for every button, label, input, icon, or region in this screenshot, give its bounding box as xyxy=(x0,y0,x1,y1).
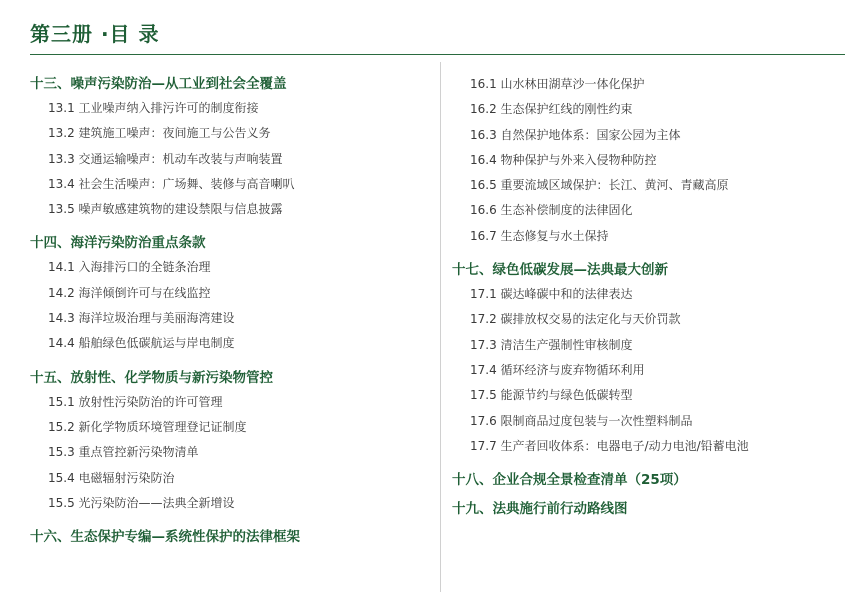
toc-item-13-2[interactable]: 13.2 建筑施工噪声：夜间施工与公告义务 xyxy=(48,126,271,141)
toc-left-column xyxy=(30,72,430,549)
toc-item-13-5[interactable]: 13.5 噪声敏感建筑物的建设禁限与信息披露 xyxy=(48,202,283,217)
toc-item-16-6[interactable]: 16.6 生态补偿制度的法律固化 xyxy=(470,203,633,218)
toc-item-17-6[interactable]: 17.6 限制商品过度包装与一次性塑料制品 xyxy=(470,413,693,428)
toc-item-17-4[interactable]: 17.4 循环经济与废弃物循环利用 xyxy=(470,362,645,377)
toc-item-17-3[interactable]: 17.3 清洁生产强制性审核制度 xyxy=(470,337,633,352)
toc-item-15-5[interactable]: 15.5 光污染防治——法典全新增设 xyxy=(48,495,235,510)
toc-item-14-1[interactable]: 14.1 入海排污口的全链条治理 xyxy=(48,260,211,275)
toc-item-14-2[interactable]: 14.2 海洋倾倒许可与在线监控 xyxy=(48,285,211,300)
section-heading-16[interactable]: 十六、生态保护专编—系统性保护的法律框架 xyxy=(30,529,300,546)
section-heading-13[interactable]: 十三、噪声污染防治—从工业到社会全覆盖 xyxy=(30,76,287,92)
toc-item-17-2[interactable]: 17.2 碳排放权交易的法定化与天价罚款 xyxy=(470,312,681,327)
toc-item-14-3[interactable]: 14.3 海洋垃圾治理与美丽海湾建设 xyxy=(48,311,235,326)
section-heading-18[interactable]: 十八、企业合规全景检查清单（25项） xyxy=(452,472,687,489)
toc-item-15-1[interactable]: 15.1 放射性污染防治的许可管理 xyxy=(48,394,223,409)
section-heading-15[interactable]: 十五、放射性、化学物质与新污染物管控 xyxy=(30,369,273,386)
column-divider xyxy=(440,62,441,592)
toc-item-15-2[interactable]: 15.2 新化学物质环境管理登记证制度 xyxy=(48,419,247,434)
toc-item-14-4[interactable]: 14.4 船舶绿色低碳航运与岸电制度 xyxy=(48,336,235,351)
title-divider xyxy=(30,54,845,55)
toc-item-16-5[interactable]: 16.5 重要流域区域保护：长江、黄河、青藏高原 xyxy=(470,178,729,193)
toc-right-column xyxy=(452,72,847,521)
toc-item-16-1[interactable]: 16.1 山水林田湖草沙一体化保护 xyxy=(470,77,645,91)
section-heading-17[interactable]: 十七、绿色低碳发展—法典最大创新 xyxy=(452,262,668,279)
page-title: 第三册 ·目 录 xyxy=(30,22,160,46)
toc-item-16-4[interactable]: 16.4 物种保护与外来入侵物种防控 xyxy=(470,152,657,167)
toc-item-13-1[interactable]: 13.1 工业噪声纳入排污许可的制度衔接 xyxy=(48,101,259,115)
toc-item-15-3[interactable]: 15.3 重点管控新污染物清单 xyxy=(48,445,199,460)
toc-item-17-5[interactable]: 17.5 能源节约与绿色低碳转型 xyxy=(470,388,633,403)
toc-item-16-3[interactable]: 16.3 自然保护地体系：国家公园为主体 xyxy=(470,127,681,142)
toc-item-16-7[interactable]: 16.7 生态修复与水土保持 xyxy=(470,228,609,243)
toc-item-15-4[interactable]: 15.4 电磁辐射污染防治 xyxy=(48,470,175,485)
section-heading-19[interactable]: 十九、法典施行前行动路线图 xyxy=(452,501,628,518)
toc-item-17-7[interactable]: 17.7 生产者回收体系：电器电子/动力电池/铅蓄电池 xyxy=(470,438,749,453)
toc-item-17-1[interactable]: 17.1 碳达峰碳中和的法律表达 xyxy=(470,287,633,302)
toc-item-13-4[interactable]: 13.4 社会生活噪声：广场舞、装修与高音喇叭 xyxy=(48,176,295,191)
toc-item-13-3[interactable]: 13.3 交通运输噪声：机动车改装与声响装置 xyxy=(48,151,283,166)
section-heading-14[interactable]: 十四、海洋污染防治重点条款 xyxy=(30,235,206,252)
toc-item-16-2[interactable]: 16.2 生态保护红线的刚性约束 xyxy=(470,102,633,117)
